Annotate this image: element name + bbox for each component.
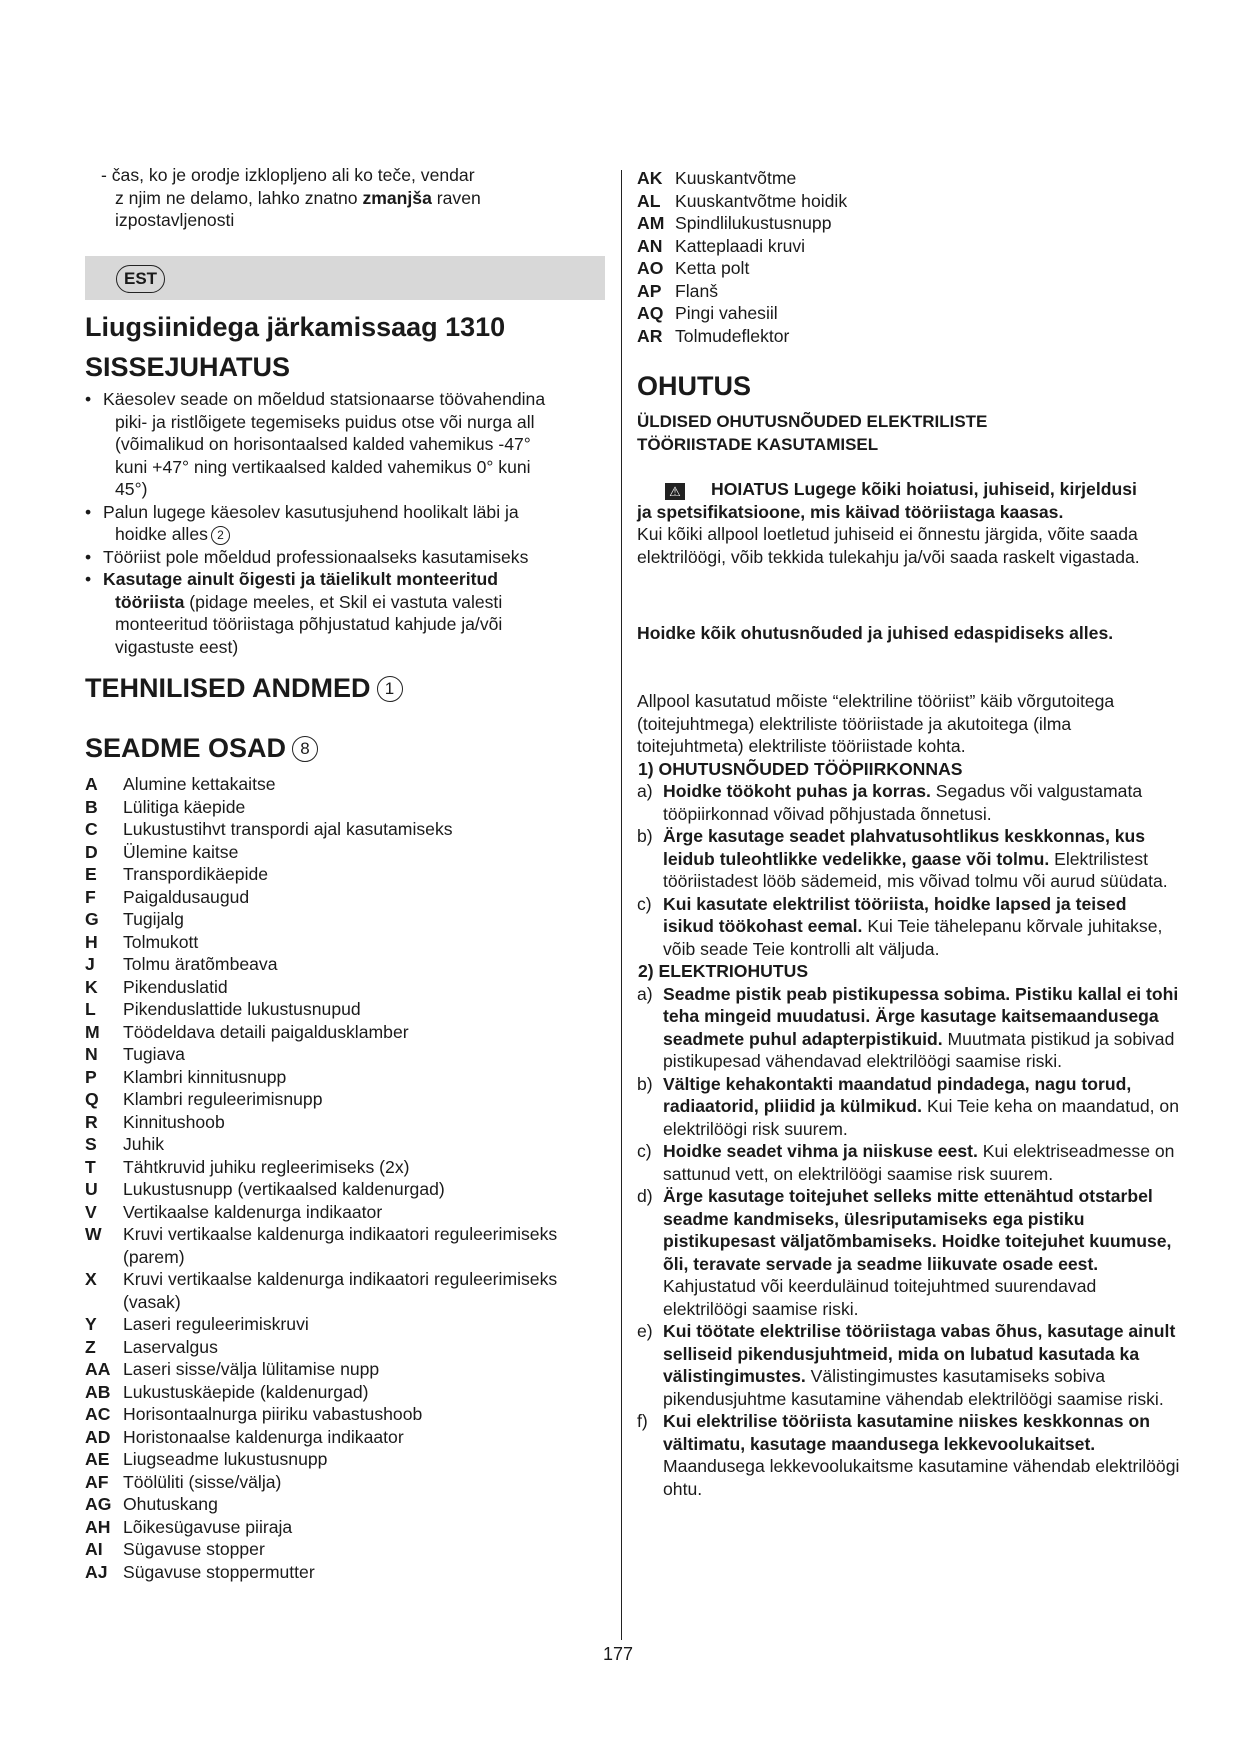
item-bold: Kui elektrilise tööriista kasutamine niiskes keskkonnas on vältimatu, kasutage maandusega lekkevoolukaitset. — [663, 1411, 1150, 1454]
part-key: AM — [637, 213, 665, 233]
safety-item — [637, 1073, 1182, 1141]
parts-list-item — [85, 908, 605, 931]
parts-list-item — [85, 1538, 605, 1561]
item-letter: a) — [637, 781, 653, 801]
item-text: Kui elektriseadmesse on sattunud vett, on elektrilöögi saamise risk suurem. — [663, 1141, 1175, 1184]
part-label: Tugijalg — [123, 909, 184, 929]
part-key: E — [85, 864, 97, 884]
part-key: M — [85, 1021, 100, 1042]
bullet-1-line: kuni +47° ning vertikaalsed kalded vahemikus 0° kuni — [115, 456, 531, 477]
part-label: Klambri reguleerimisnupp — [123, 1089, 323, 1109]
part-label: Pikenduslatid — [123, 976, 228, 997]
parts-list-item — [85, 953, 605, 976]
part-label: Alumine kettakaitse — [123, 774, 276, 794]
column-divider — [621, 170, 622, 1640]
item-letter: b) — [637, 1073, 653, 1094]
part-key: C — [85, 819, 98, 839]
item-bold: Kui töötate elektrilise tööriistaga vabas õhus, kasutage ainult selliseid pikendusjuhtmeid, mida on lubatud kasutada ka välistingimustes. — [663, 1321, 1176, 1386]
item-bold: Ärge kasutage toitejuhet selleks mitte ettenähtud otstarbel seadme kandmiseks, ülesriputamiseks ega pistiku pistikupesast väljatõmbamiseks. Hoidke toitejuhet kuumuse, õli, teravate servade ja seadme liikuvate osade eest. — [663, 1186, 1172, 1274]
bullet-4-line: vigastuste eest) — [115, 636, 239, 657]
definition-text: Allpool kasutatud mõiste “elektriline tööriist” käib võrgutoitega (toitejuhtmega) elektriliste tööriistade ja akutoitega (ilma toitejuhtmeta) elektriliste tööriistade kohta. — [637, 691, 1115, 756]
parts-list-item — [85, 1561, 605, 1584]
heading-sissejuhatus: SISSEJUHATUS — [85, 352, 291, 382]
part-label: Ohutuskang — [123, 1494, 218, 1514]
part-key: N — [85, 1044, 98, 1064]
part-key: AK — [637, 168, 663, 188]
keep-instructions: Hoidke kõik ohutusnõuded ja juhised edaspidiseks alles. — [637, 623, 1114, 643]
part-label: Transpordikäepide — [123, 864, 269, 884]
parts-list-item — [637, 257, 1182, 280]
page-number: 177 — [603, 1644, 634, 1664]
part-label: Liugseadme lukustusnupp — [123, 1449, 328, 1469]
parts-list-item — [85, 1201, 605, 1224]
safety-item — [637, 780, 1182, 825]
safety-item — [637, 893, 1182, 961]
item-bold: Kui kasutate elektrilist tööriista, hoidke lapsed ja teised isikud töökohast eemal. — [663, 893, 1127, 936]
part-key: Y — [85, 1314, 97, 1334]
part-label: Spindlilukustusnupp — [675, 213, 832, 233]
parts-list-item — [85, 931, 605, 954]
part-key: AQ — [637, 303, 664, 323]
bullet-not-professional — [85, 546, 605, 569]
item-text: Elektrilistest tööriistadest lööb sädemeid, mis võivad tolmu või aurud süüdata. — [663, 848, 1168, 891]
warning-bold: HOIATUS Lugege kõiki hoiatusi, juhiseid, kirjeldusi — [711, 479, 1137, 499]
bullet-purpose — [85, 388, 605, 501]
part-key: AA — [85, 1359, 111, 1379]
part-key: W — [85, 1224, 102, 1244]
item-text: Kui Teie keha on maandatud, on elektrilöögi risk suurem. — [663, 1096, 1179, 1139]
figure-ref-1: 1 — [377, 676, 403, 702]
intro-paragraph — [101, 164, 585, 232]
bullet-2-line: Palun lugege käesolev kasutusjuhend hoolikalt läbi ja — [103, 501, 519, 522]
safety-item — [637, 1410, 1182, 1500]
parts-list-right — [637, 167, 1182, 347]
item-text: Maandusega lekkevoolukaitsme kasutamine vähendab elektrilöögi ohtu. — [663, 1456, 1180, 1499]
parts-list-item — [85, 1471, 605, 1494]
parts-list-item — [85, 886, 605, 909]
safety-subtitle — [637, 410, 987, 456]
part-key: AF — [85, 1471, 109, 1492]
part-label: Tolmu äratõmbeava — [123, 954, 278, 974]
parts-list-item — [85, 1066, 605, 1089]
part-key: AG — [85, 1494, 112, 1514]
part-key: AC — [85, 1404, 111, 1424]
parts-list-item — [85, 1223, 605, 1268]
part-key: Q — [85, 1089, 99, 1109]
part-key: R — [85, 1111, 98, 1132]
part-key: AJ — [85, 1561, 108, 1582]
parts-list-item — [85, 1493, 605, 1516]
safety-item — [637, 825, 1182, 893]
heading-ohutus: OHUTUS — [637, 371, 751, 401]
part-key: J — [85, 954, 95, 974]
intro-line-2 — [115, 187, 585, 210]
part-label: Laservalgus — [123, 1336, 218, 1357]
part-key: H — [85, 931, 98, 952]
part-label: Tähtkruvid juhiku regleerimiseks (2x) — [123, 1156, 410, 1177]
part-label: Töödeldava detaili paigaldusklamber — [123, 1021, 409, 1042]
part-label: Kuuskantvõtme — [675, 168, 797, 188]
intro-line-3: izpostavljenosti — [115, 210, 235, 230]
parts-list-item — [85, 796, 605, 819]
parts-list-item — [85, 1178, 605, 1201]
safety-item — [637, 1185, 1182, 1320]
item-letter: c) — [637, 1141, 652, 1161]
bullet-1-line: (võimalikud on horisontaalsed kalded vahemikus -47° — [115, 434, 531, 454]
warning-bold: ja spetsifikatsioone, mis käivad tööriistaga kaasas. — [637, 501, 1064, 522]
parts-list-item — [85, 1043, 605, 1066]
part-key: AE — [85, 1449, 110, 1469]
parts-list-item — [85, 1403, 605, 1426]
part-key: G — [85, 909, 99, 929]
part-label: Töölüliti (sisse/välja) — [123, 1471, 282, 1492]
figure-ref-2: 2 — [211, 526, 230, 545]
safety-body — [637, 690, 1182, 1500]
bullet-1-line: Käesolev seade on mõeldud statsionaarse töövahendina — [103, 389, 546, 409]
parts-list-item — [637, 235, 1182, 258]
part-key: F — [85, 886, 96, 907]
parts-list-item — [85, 998, 605, 1021]
part-label: Pikenduslattide lukustusnupud — [123, 999, 361, 1019]
item-text: Muutmata pistikud ja sobivad pistikupesad vähendavad elektrilöögi saamise riski. — [663, 1028, 1175, 1071]
item-letter: c) — [637, 893, 652, 914]
bullet-4-bold: Kasutage ainult õigesti ja täielikult monteeritud — [103, 569, 498, 589]
item-letter: a) — [637, 983, 653, 1004]
part-key: AR — [637, 325, 663, 346]
safety-item — [637, 983, 1182, 1073]
parts-list-item — [85, 1448, 605, 1471]
part-label: Ülemine kaitse — [123, 841, 239, 862]
item-letter: d) — [637, 1186, 653, 1206]
part-label: Kuuskantvõtme hoidik — [675, 190, 848, 211]
parts-list-item — [85, 1516, 605, 1539]
part-key: U — [85, 1179, 98, 1199]
part-label: Juhik — [123, 1134, 165, 1154]
part-label: Kruvi vertikaalse kaldenurga indikaatori reguleerimiseks (parem) — [123, 1224, 558, 1267]
parts-list-item — [637, 167, 1182, 190]
part-label: Sügavuse stopper — [123, 1539, 265, 1559]
part-key: Z — [85, 1336, 96, 1357]
bullet-2-line: hoidke alles — [115, 524, 208, 544]
heading-tehnilised-text: TEHNILISED ANDMED — [85, 673, 371, 703]
parts-list-item — [637, 325, 1182, 348]
safety-subtitle-line: ÜLDISED OHUTUSNÕUDED ELEKTRILISTE — [637, 412, 988, 431]
part-key: V — [85, 1201, 97, 1222]
parts-list-item — [85, 1133, 605, 1156]
item-bold: Hoidke töökoht puhas ja korras. — [663, 781, 931, 801]
parts-list-item — [85, 1268, 605, 1313]
warning-block — [637, 478, 1182, 568]
intro-bullets — [85, 388, 605, 658]
section-work-area: 1) OHUTUSNÕUDED TÖÖPIIRKONNAS — [638, 758, 963, 779]
parts-list-item — [85, 1336, 605, 1359]
item-bold: Ärge kasutage seadet plahvatusohtlikus keskkonnas, kus leidub tuleohtlikke vedelikke, gaase või tolmu. — [663, 826, 1146, 869]
parts-list-item — [85, 841, 605, 864]
bullet-assembled — [85, 568, 605, 658]
intro-after-bold: raven — [431, 187, 481, 208]
page-title: Liugsiinidega järkamissaag 1310 — [85, 312, 506, 342]
bullet-4-line: monteeritud tööriistaga põhjustatud kahjude ja/või — [115, 614, 503, 634]
heading-tehnilised — [85, 672, 403, 704]
part-label: Tugiava — [123, 1044, 185, 1064]
bullet-4-bold: tööriista — [115, 591, 185, 612]
part-label: Kinnitushoob — [123, 1111, 225, 1132]
part-label: Lülitiga käepide — [123, 796, 246, 817]
item-bold: Seadme pistik peab pistikupessa sobima. Pistiku kallal ei tohi teha mingeid muudatusi. Ärge kasutage kaitsemaandusega seadmete puhul adapterpistikuid. — [663, 983, 1179, 1049]
part-label: Vertikaalse kaldenurga indikaator — [123, 1201, 383, 1222]
part-label: Lukustuskäepide (kaldenurgad) — [123, 1381, 369, 1402]
warning-text: Kui kõiki allpool loetletud juhiseid ei õnnestu järgida, võite saada elektrilöögi, võib tekkida tulekahju ja/või saada raskelt vigastada. — [637, 524, 1140, 567]
part-label: Paigaldusaugud — [123, 886, 250, 907]
parts-list-item — [85, 1426, 605, 1449]
parts-list-item — [85, 1021, 605, 1044]
bullet-3-text: Tööriist pole mõeldud professionaalseks kasutamiseks — [103, 546, 529, 567]
heading-seadme-osad — [85, 732, 318, 764]
safety-item — [637, 1140, 1182, 1185]
item-letter: f) — [637, 1411, 648, 1431]
parts-list-item — [637, 302, 1182, 325]
part-label: Ketta polt — [675, 258, 750, 278]
parts-list-item — [85, 773, 605, 796]
warning-icon: ⚠ — [665, 483, 685, 500]
part-key: AL — [637, 190, 661, 211]
item-bold: Hoidke seadet vihma ja niiskuse eest. — [663, 1141, 978, 1161]
part-key: X — [85, 1269, 97, 1289]
part-key: AP — [637, 280, 662, 301]
bullet-4-line: (pidage meeles, et Skil ei vastuta valesti — [184, 591, 503, 612]
part-label: Lukustustihvt transpordi ajal kasutamiseks — [123, 819, 453, 839]
safety-item — [637, 1320, 1182, 1410]
heading-osad-text: SEADME OSAD — [85, 733, 287, 763]
part-label: Sügavuse stoppermutter — [123, 1561, 315, 1582]
parts-list-item — [637, 190, 1182, 213]
parts-list-item — [85, 818, 605, 841]
part-label: Horistonaalse kaldenurga indikaator — [123, 1426, 404, 1447]
part-key: AO — [637, 258, 664, 278]
part-key: AD — [85, 1426, 111, 1447]
item-text: Välistingimustes kasutamiseks sobiva pikendusjuhtme kasutamine vähendab elektrilöögi saamise riski. — [663, 1366, 1164, 1409]
part-label: Laseri sisse/välja lülitamise nupp — [123, 1359, 380, 1379]
part-key: L — [85, 999, 96, 1019]
figure-ref-8: 8 — [292, 736, 318, 762]
bullet-read-manual — [85, 501, 605, 546]
part-label: Flanš — [675, 280, 719, 301]
part-label: Lõikesügavuse piiraja — [123, 1516, 293, 1537]
parts-list-item — [85, 1156, 605, 1179]
safety-subtitle-line: TÖÖRIISTADE KASUTAMISEL — [637, 435, 879, 454]
part-key: AI — [85, 1539, 103, 1559]
part-key: S — [85, 1134, 97, 1154]
language-badge: EST — [116, 265, 165, 293]
part-key: T — [85, 1156, 96, 1177]
parts-list-item — [85, 1088, 605, 1111]
bullet-1-line: 45°) — [115, 479, 148, 499]
part-key: AN — [637, 235, 663, 256]
item-text: Segadus või valgustamata tööpiirkonnad võivad põhjustada õnnetusi. — [663, 781, 1143, 824]
parts-list-item — [85, 1111, 605, 1134]
part-label: Tolmudeflektor — [675, 325, 790, 346]
part-key: A — [85, 774, 98, 794]
parts-list-item — [85, 1358, 605, 1381]
section-electrical: 2) ELEKTRIOHUTUS — [638, 961, 809, 981]
parts-list-item — [85, 976, 605, 999]
intro-line-2-text: z njim ne delamo, lahko znatno — [115, 187, 363, 208]
part-key: D — [85, 841, 98, 862]
parts-list-left — [85, 773, 605, 1583]
part-label: Klambri kinnitusnupp — [123, 1066, 287, 1087]
parts-list-item — [85, 1313, 605, 1336]
parts-list-item — [637, 280, 1182, 303]
part-key: K — [85, 976, 98, 997]
part-key: AB — [85, 1381, 111, 1402]
part-label: Pingi vahesiil — [675, 303, 778, 323]
part-label: Katteplaadi kruvi — [675, 235, 806, 256]
part-label: Laseri reguleerimiskruvi — [123, 1314, 309, 1334]
item-bold: Vältige kehakontakti maandatud pindadega, nagu torud, radiaatorid, pliidid ja külmikud. — [663, 1073, 1132, 1116]
item-letter: b) — [637, 826, 653, 846]
intro-line-1: - čas, ko je orodje izklopljeno ali ko teče, vendar — [101, 165, 475, 185]
item-letter: e) — [637, 1321, 653, 1341]
item-text: Kui Teie tähelepanu kõrvale juhitakse, võib seade Teie kontrolli alt väljuda. — [663, 916, 1163, 959]
part-label: Lukustusnupp (vertikaalsed kaldenurgad) — [123, 1179, 445, 1199]
item-text: Kahjustatud või keerduläinud toitejuhtmed suurendavad elektrilöögi saamise riski. — [663, 1276, 1097, 1319]
part-label: Horisontaalnurga piiriku vabastushoob — [123, 1404, 423, 1424]
part-key: AH — [85, 1516, 111, 1537]
part-key: P — [85, 1066, 97, 1087]
bullet-1-line: piki- ja ristlõigete tegemiseks puidus otse või nurga all — [115, 411, 535, 432]
parts-list-item — [85, 1381, 605, 1404]
parts-list-item — [637, 212, 1182, 235]
part-key: B — [85, 796, 98, 817]
part-label: Tolmukott — [123, 931, 199, 952]
parts-list-item — [85, 863, 605, 886]
intro-bold: zmanjša — [362, 187, 432, 208]
part-label: Kruvi vertikaalse kaldenurga indikaatori reguleerimiseks (vasak) — [123, 1269, 558, 1312]
